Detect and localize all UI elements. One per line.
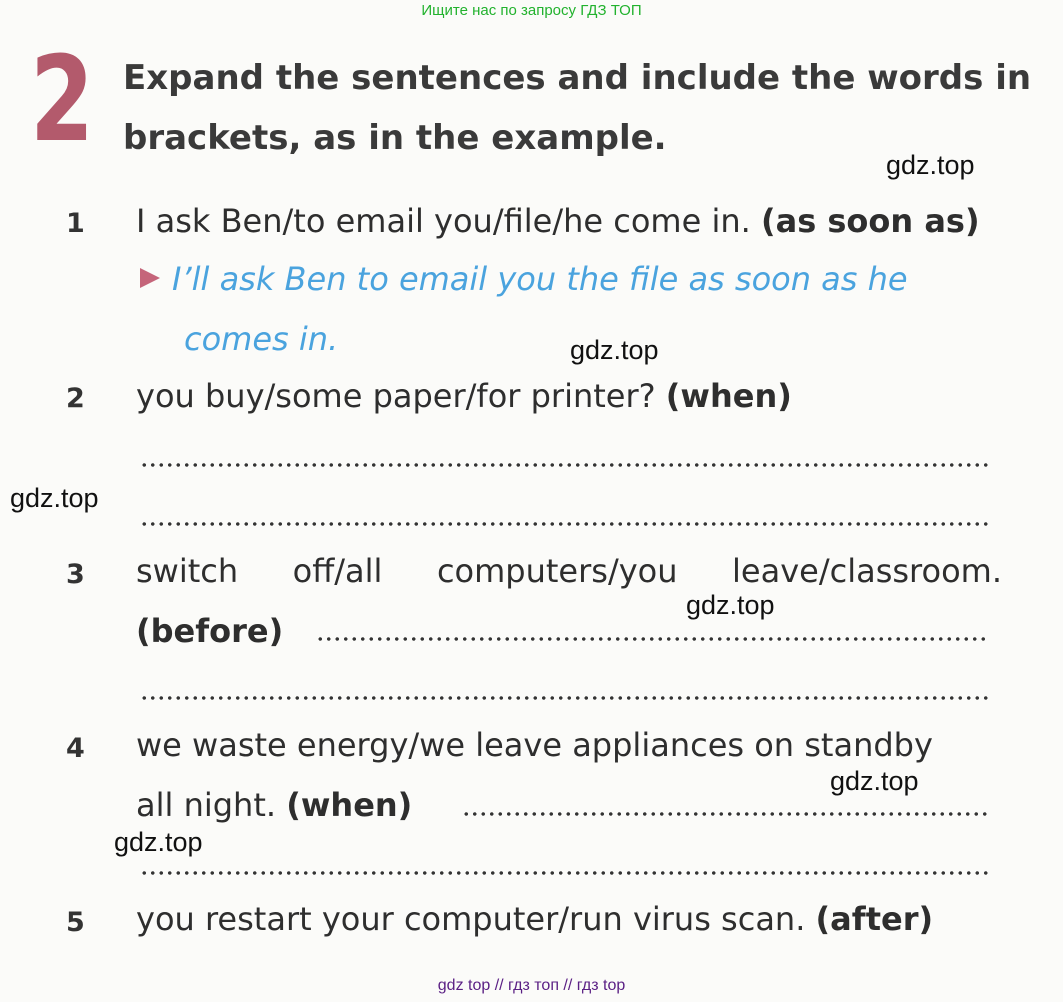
example-answer-line-2: comes in. — [184, 320, 339, 358]
item-bracket: (before) — [136, 612, 284, 650]
exercise-number: 2 — [30, 30, 93, 168]
answer-line[interactable] — [316, 637, 988, 641]
answer-line[interactable] — [462, 812, 988, 816]
instruction-line-1: Expand the sentences and include the words in — [123, 58, 1032, 98]
item-sentence-cont — [136, 786, 412, 824]
watermark: gdz.top — [830, 766, 919, 796]
item-bracket: (when) — [286, 786, 413, 824]
item-number: 3 — [66, 559, 85, 590]
answer-line[interactable] — [140, 696, 988, 700]
top-banner: Ищите нас по запросу ГДЗ ТОП — [421, 2, 642, 19]
arrow-icon — [140, 268, 160, 288]
answer-line[interactable] — [140, 463, 988, 467]
item-number: 2 — [66, 383, 85, 414]
footer: gdz top // гдз топ // гдз top — [437, 977, 626, 994]
answer-text: I’ll ask Ben to email you the file as soon as he — [172, 260, 908, 298]
item-bracket: (when) — [665, 377, 792, 415]
item-sentence: we waste energy/we leave appliances on standby — [136, 726, 933, 764]
instruction-line-2: brackets, as in the example. — [123, 118, 667, 158]
item-number: 1 — [66, 208, 85, 239]
item-number: 5 — [66, 907, 85, 938]
item-number: 4 — [66, 733, 85, 764]
item-text: all night. — [136, 786, 277, 824]
item-text: you restart your computer/run virus scan. — [136, 900, 806, 938]
item-bracket: (as soon as) — [760, 202, 980, 240]
item-sentence — [136, 900, 933, 938]
item-sentence — [136, 202, 980, 240]
item-text: you buy/some paper/for printer? — [136, 377, 656, 415]
watermark: gdz.top — [570, 335, 659, 365]
watermark: gdz.top — [886, 150, 975, 180]
watermark: gdz.top — [114, 827, 203, 857]
watermark: gdz.top — [686, 590, 775, 620]
item-sentence — [136, 377, 792, 415]
item-sentence: switch off/all computers/you leave/classroom. — [136, 552, 1002, 590]
answer-line[interactable] — [140, 522, 988, 526]
item-bracket-line — [136, 612, 283, 650]
item-bracket: (after) — [815, 900, 934, 938]
watermark: gdz.top — [10, 483, 99, 513]
example-answer-line-1 — [140, 260, 908, 298]
item-text: I ask Ben/to email you/file/he come in. — [136, 202, 751, 240]
answer-line[interactable] — [140, 871, 988, 875]
